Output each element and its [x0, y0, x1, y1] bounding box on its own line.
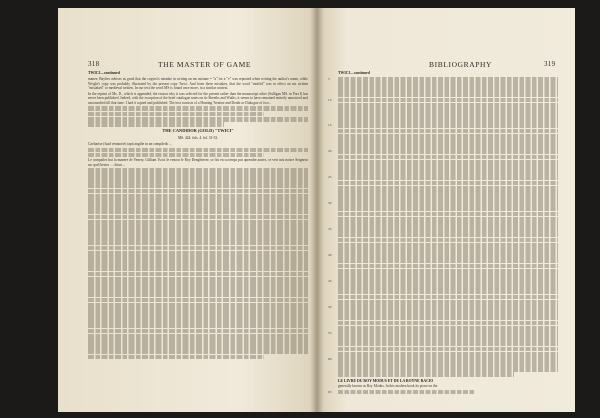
left-paragraph-2: In the reprint of Ms. D., which is appended, the reason why it was selected for the present rather than the manuscript other (Sulligan MS. in Part I) has never been published. Indeed, with the exception of the brief catalogue notes on its Sheeths and Wuths, it seems to have remained entirely unnoticed and unconsulted till that time. I had it copied and published. The text consists of a Hunting Treatise and Doubt or Dialogue of two...: [88, 91, 308, 106]
left-text-line: [88, 272, 308, 277]
right-text-line: [338, 258, 558, 263]
right-text-line: [338, 341, 558, 346]
left-text-line: [88, 240, 308, 245]
right-text-line: [338, 134, 558, 139]
left-text-line: [88, 112, 264, 117]
right-text-line: [338, 315, 558, 320]
right-text-line: [338, 243, 558, 248]
book-gutter: [310, 8, 324, 412]
left-text-line: [88, 323, 308, 328]
left-text-line: [88, 220, 308, 225]
left-text-line: [88, 122, 224, 127]
right-text-line: [338, 103, 558, 108]
left-text-line: [88, 225, 308, 230]
left-text-line: [88, 209, 308, 214]
right-text-line: [338, 336, 558, 341]
right-text-line: [338, 331, 558, 336]
left-text-line: [88, 246, 308, 251]
right-text-line: [338, 139, 558, 144]
left-text-line: [88, 256, 308, 261]
right-closing-heading: LE LIVRE DU ROY MODUS ET DE LA ROYNE RACIO: [338, 379, 434, 384]
left-page-number: 318: [88, 60, 100, 68]
right-text-line: [338, 170, 558, 175]
left-text-line: [88, 153, 264, 158]
line-number: 20: [328, 149, 332, 154]
left-text-line: [88, 183, 308, 188]
right-text-line: [338, 123, 558, 128]
right-text-line: [338, 232, 558, 237]
line-number: 10: [328, 97, 332, 102]
left-text-line: [88, 199, 308, 204]
right-line: [328, 149, 558, 154]
right-text-line: [338, 289, 558, 294]
right-page: [316, 8, 575, 412]
left-text-line: [88, 334, 308, 339]
left-text-line: [88, 266, 308, 271]
left-text-line: [88, 349, 308, 354]
line-number: 45: [328, 279, 332, 284]
right-text-line: [338, 165, 558, 170]
left-text-line: [88, 329, 308, 334]
right-text-line: [338, 269, 558, 274]
right-text-line: [338, 77, 558, 82]
right-text-line: [338, 264, 558, 269]
right-text-line: [338, 222, 558, 227]
right-closing-text: generally known as Roy Modus. In this modern book its prose on the: [338, 384, 438, 389]
right-text-line: [338, 372, 514, 377]
left-text-line: [88, 148, 308, 153]
right-text-line: [338, 129, 558, 134]
right-text-line: [338, 201, 558, 206]
right-text-line: [338, 227, 558, 232]
left-text-line: [88, 189, 308, 194]
right-text-line: [338, 98, 558, 103]
right-line: [328, 227, 558, 232]
right-text-line: [338, 295, 558, 300]
right-text-line: [338, 212, 558, 217]
right-text-line: [338, 191, 558, 196]
left-text-line: [88, 287, 308, 292]
left-text-line: [88, 106, 308, 111]
left-text-line: [88, 292, 308, 297]
left-text-line: [88, 261, 308, 266]
left-text-line: [88, 168, 308, 173]
left-page: [58, 8, 316, 412]
left-text-line: [88, 355, 264, 360]
line-number: 25: [328, 175, 332, 180]
right-text-line: [338, 357, 558, 362]
line-number: 50: [328, 305, 332, 310]
left-text-line: [88, 117, 308, 122]
left-note: Cavbarise (fuad venatorie) tapit angilie in an compiledo ...: [88, 142, 172, 147]
left-subheading-ref: MS. 424. fols. 4. fol. 31-33.: [177, 135, 219, 140]
right-text-line: [338, 155, 558, 160]
right-line: [328, 97, 558, 103]
right-text-line: [338, 347, 558, 352]
left-body-start: Le compailes but la manere de Venery, Gilliam Twici le venour le Roy Dengleterre, se fist en sa temps pur aprendre autres, ce vest assi nostre Seigneur sur quel bestes .... doun ...: [88, 157, 308, 167]
right-line: [328, 175, 558, 180]
right-text-line: [338, 248, 558, 253]
right-text-line: [338, 274, 558, 279]
left-text-line: [88, 251, 308, 256]
left-text-line: [88, 282, 308, 287]
line-number: 65: [328, 389, 332, 394]
left-text-line: [88, 308, 308, 313]
right-text-line: [338, 310, 558, 315]
right-section-label: TWICI—continued: [338, 71, 370, 75]
left-text-line: [88, 204, 308, 209]
left-text-line: [88, 178, 308, 183]
left-page-text: [88, 70, 308, 360]
right-text-line: [338, 352, 558, 357]
line-number: 40: [328, 253, 332, 258]
left-text-line: [88, 230, 308, 235]
left-paragraph-1: manes; Baylies advises us good that the copyist's mistake in writing an ms suisune = "a" for a "v" was repeated when writing the author's name, while Wright's copy was probably illustrated by the present copy Twici. And from these mistakes, that the word "moifed" was in effect an ms written "mistaked" or medieval written. In our text the word MS is found once more, in a similar context.: [88, 76, 308, 91]
right-text-line: [338, 284, 558, 289]
right-line: [328, 356, 558, 362]
left-text-line: [88, 339, 308, 344]
left-text-line: [88, 303, 308, 308]
right-page-text: [328, 70, 558, 395]
open-book: [58, 8, 575, 412]
right-text-line: [338, 181, 558, 186]
right-page-number: 319: [544, 60, 556, 68]
right-line: [328, 253, 558, 258]
right-line: [328, 201, 558, 206]
line-number: 30: [328, 201, 332, 206]
left-text-line: [88, 173, 308, 178]
right-line: [328, 279, 558, 284]
right-text-line: [338, 238, 558, 243]
line-number: 35: [328, 227, 332, 232]
right-text-line: [338, 186, 558, 191]
right-text-line: [338, 82, 558, 87]
line-number: 15: [328, 123, 332, 128]
right-text-line: [338, 362, 558, 367]
line-number: 5: [328, 76, 330, 81]
right-text-line: [338, 253, 558, 258]
right-line: [328, 330, 558, 336]
right-text-line: [338, 149, 558, 154]
right-text-line: [338, 92, 558, 97]
right-line: [328, 76, 558, 82]
left-subheading: THE CANDIDOR (GOLD) "TWICI": [162, 127, 234, 133]
right-text-line: [338, 108, 558, 113]
right-text-line: [338, 196, 558, 201]
left-text-line: [88, 215, 308, 220]
left-text-line: [88, 344, 308, 349]
right-text-line: [338, 326, 558, 331]
right-text-line: [338, 367, 558, 372]
right-text-line: [338, 300, 558, 305]
right-text-line: [338, 321, 558, 326]
right-text-line: [338, 279, 558, 284]
left-text-line: [88, 235, 308, 240]
right-text-line: [338, 144, 558, 149]
line-number: 60: [328, 356, 332, 361]
left-text-line: [88, 318, 308, 323]
right-line: [328, 123, 558, 128]
left-running-title: THE MASTER OF GAME: [158, 60, 252, 69]
line-number: 55: [328, 330, 332, 335]
left-text-line: [88, 277, 308, 282]
right-line: [328, 389, 558, 395]
right-text-line: [338, 305, 558, 310]
right-running-title: BIBLIOGRAPHY: [429, 60, 493, 69]
left-text-line: [88, 194, 308, 199]
left-section-label: TWICI—continued: [88, 71, 120, 75]
right-line: [328, 305, 558, 310]
right-text-line: [338, 118, 558, 123]
left-text-line: [88, 313, 308, 318]
right-text-line: [338, 217, 558, 222]
right-text-line: [338, 160, 558, 165]
right-text-line: [338, 113, 558, 118]
right-text-line: [338, 87, 558, 92]
right-text-line: [338, 390, 474, 395]
right-text-line: [338, 206, 558, 211]
right-text-line: [338, 175, 558, 180]
left-text-line: [88, 298, 308, 303]
